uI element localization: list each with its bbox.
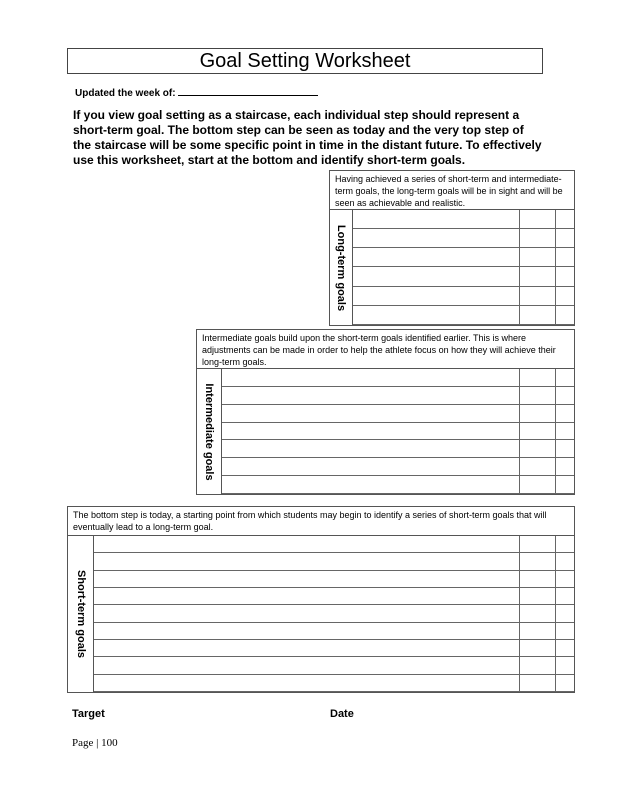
goal-row[interactable]	[94, 675, 574, 692]
updated-week-blank[interactable]	[178, 86, 318, 96]
goal-row[interactable]	[94, 623, 574, 640]
updated-label: Updated the week of:	[75, 88, 176, 99]
goal-row[interactable]	[94, 588, 574, 605]
goal-row[interactable]	[222, 405, 574, 423]
goal-row[interactable]	[353, 229, 574, 248]
long-term-label: Long-term goals	[330, 210, 353, 325]
goal-row[interactable]	[94, 553, 574, 570]
goal-row[interactable]	[222, 476, 574, 494]
goal-row[interactable]	[222, 369, 574, 387]
column-divider	[555, 536, 556, 692]
goal-row[interactable]	[94, 640, 574, 657]
worksheet-title: Goal Setting Worksheet	[67, 48, 543, 74]
column-divider	[555, 210, 556, 325]
intermediate-description: Intermediate goals build upon the short-term goals identified earlier. This is where adjustments can be made in order to help the athlete focus on how they will achieve their long-term goals.	[197, 330, 574, 369]
short-term-step	[67, 506, 575, 693]
intro-paragraph: If you view goal setting as a staircase, each individual step should represent a short-term goal. The bottom step can be seen as today and the very top step of the staircase will be some specific point in time in the distant future. To effectively use this worksheet, start at the bottom and identify short-term goals.	[73, 108, 542, 167]
goal-row[interactable]	[353, 306, 574, 325]
long-term-description: Having achieved a series of short-term and intermediate-term goals, the long-term goals will be in sight and will be seen as achievable and realistic.	[330, 171, 574, 210]
goal-row[interactable]	[94, 605, 574, 622]
goal-row[interactable]	[222, 458, 574, 476]
intermediate-grid	[222, 369, 574, 494]
goal-row[interactable]	[222, 423, 574, 441]
long-term-step	[329, 170, 575, 326]
goal-row[interactable]	[353, 210, 574, 229]
goal-row[interactable]	[222, 387, 574, 405]
short-term-description: The bottom step is today, a starting point from which students may begin to identify a series of short-term goals that will eventually lead to a long-term goal.	[68, 507, 574, 536]
goal-row[interactable]	[353, 287, 574, 306]
goal-row[interactable]	[94, 536, 574, 553]
target-label: Target	[72, 708, 105, 720]
goal-row[interactable]	[94, 571, 574, 588]
date-label: Date	[330, 708, 354, 720]
intermediate-label: Intermediate goals	[197, 369, 222, 494]
short-term-label: Short-term goals	[68, 536, 94, 692]
column-divider	[519, 210, 520, 325]
intermediate-step	[196, 329, 575, 495]
short-term-grid	[94, 536, 574, 692]
goal-row[interactable]	[94, 657, 574, 674]
page-number: Page | 100	[72, 737, 118, 749]
goal-row[interactable]	[353, 267, 574, 286]
column-divider	[519, 536, 520, 692]
goal-row[interactable]	[222, 440, 574, 458]
updated-week-field	[75, 86, 318, 99]
goal-row[interactable]	[353, 248, 574, 267]
long-term-grid	[353, 210, 574, 325]
column-divider	[519, 369, 520, 494]
column-divider	[555, 369, 556, 494]
